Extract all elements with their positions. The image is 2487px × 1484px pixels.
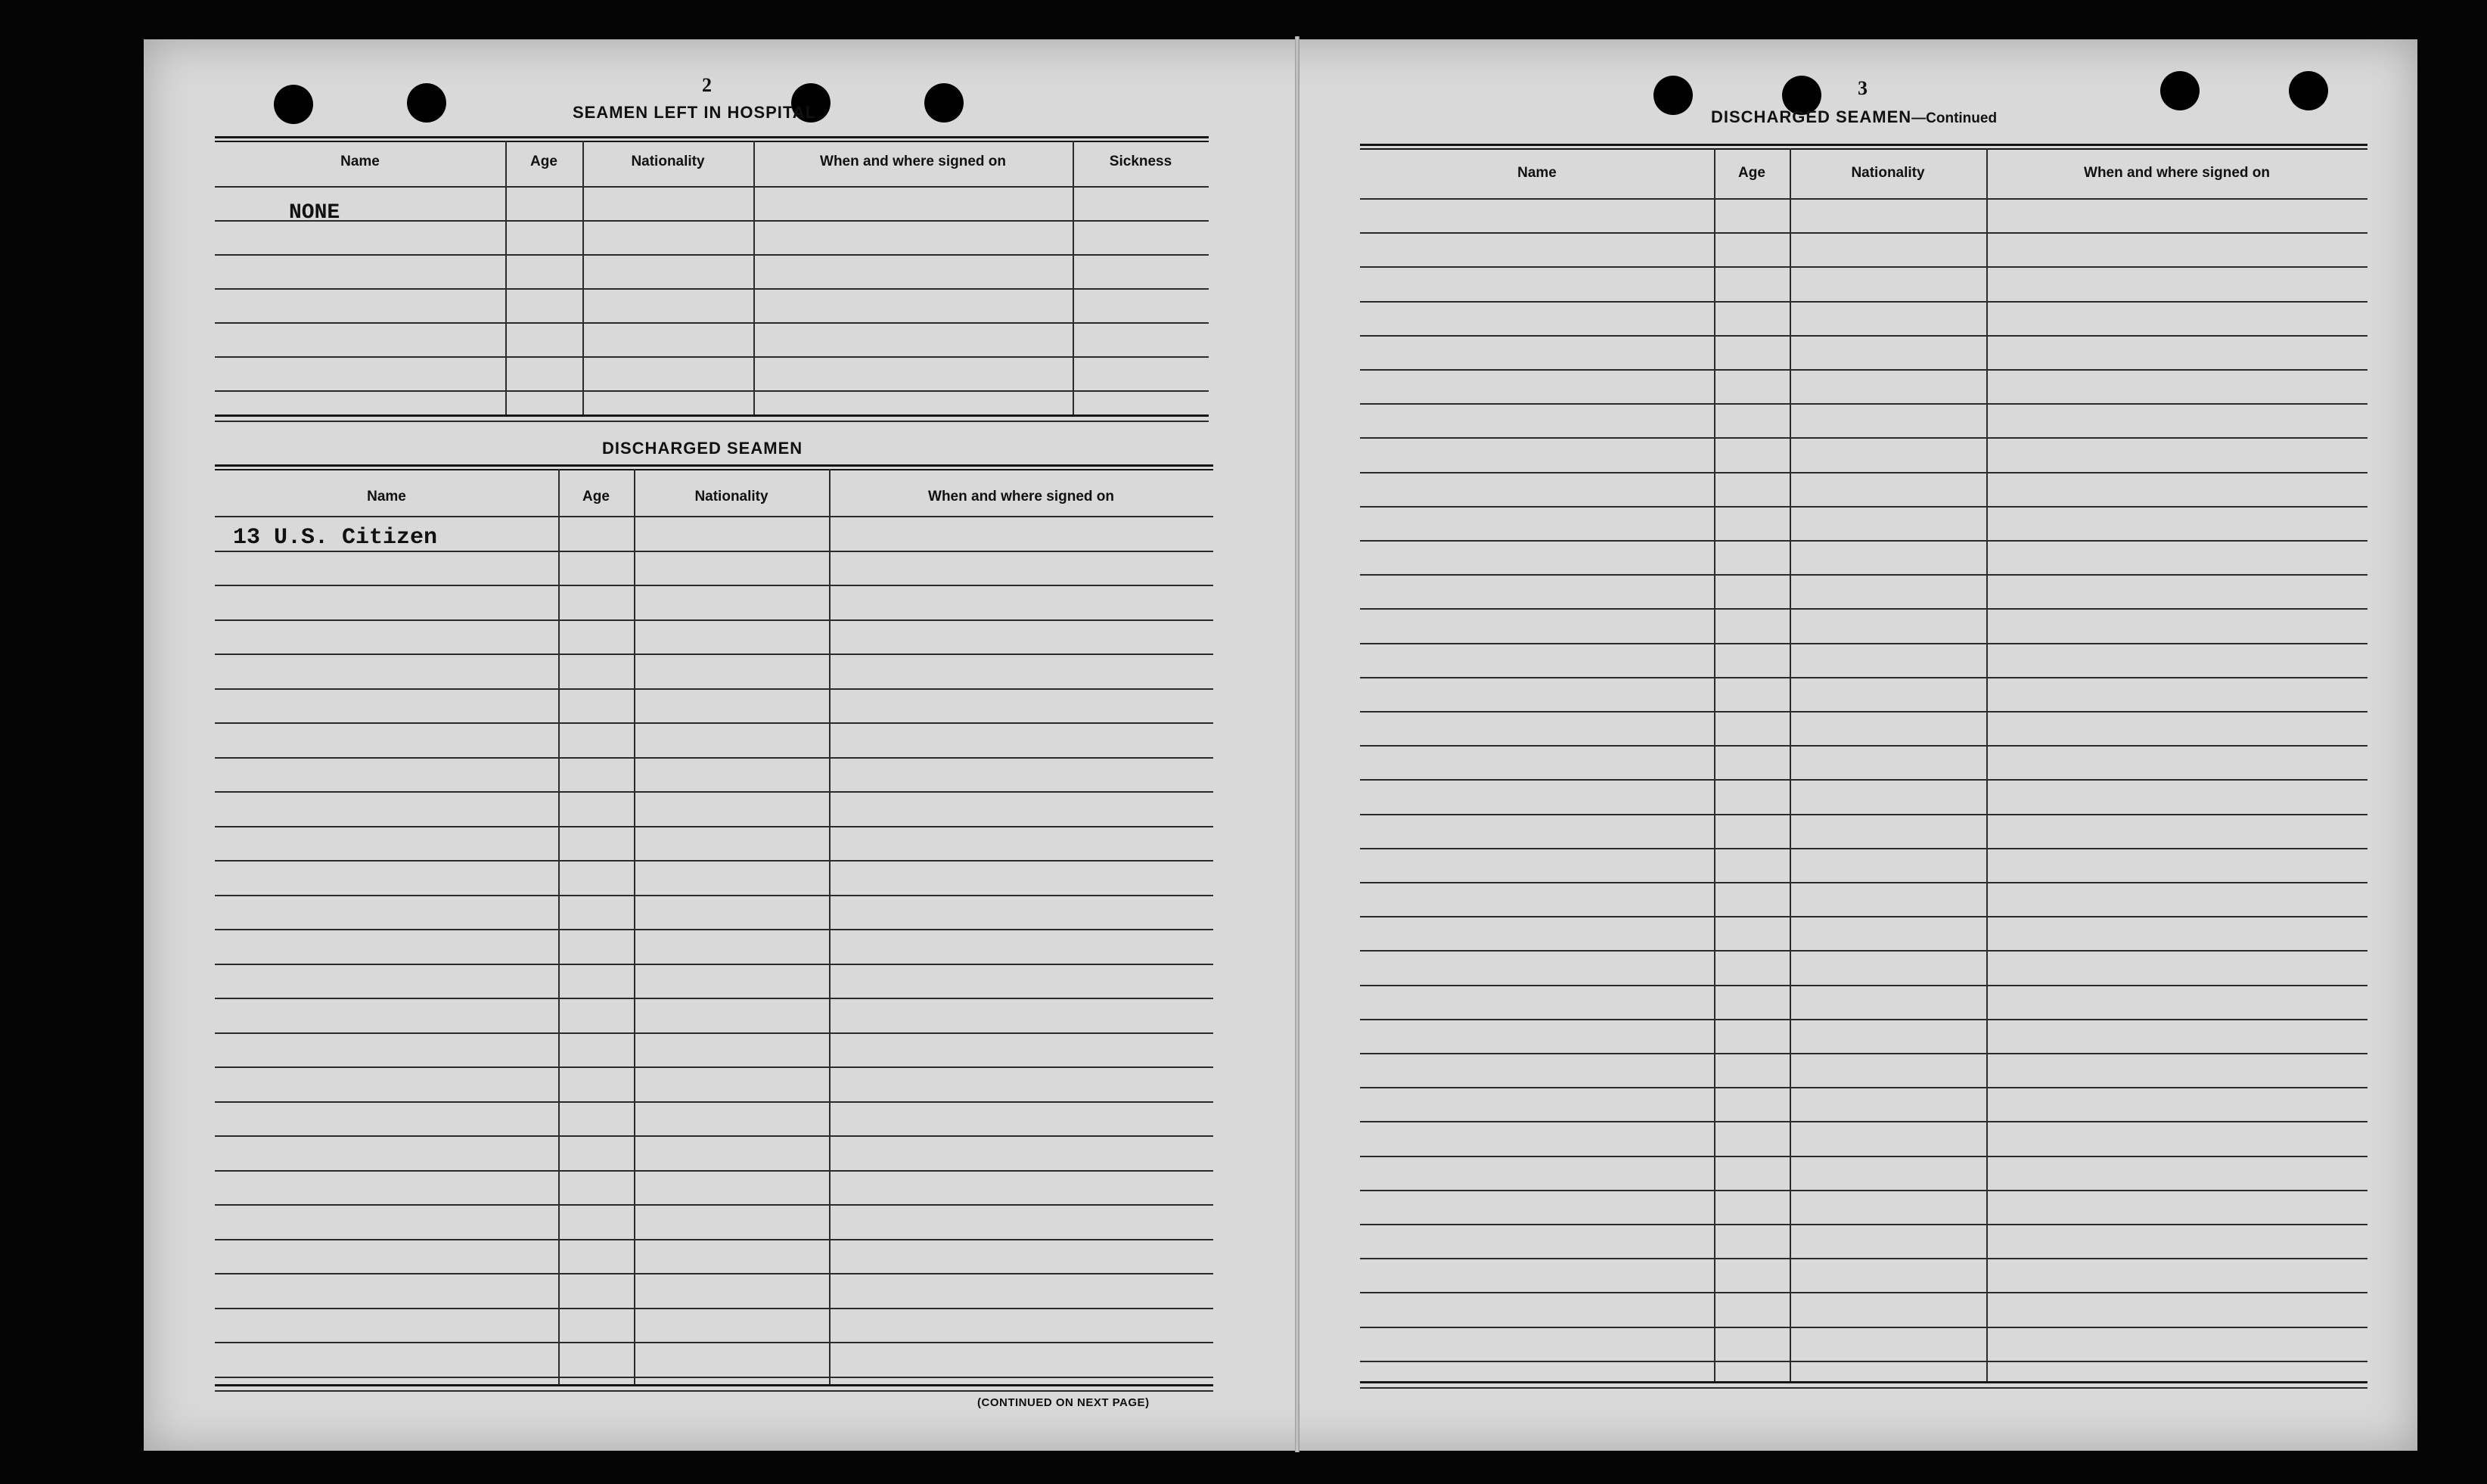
hospital-row-line [215,254,1209,256]
hospital-entry-none: NONE [289,201,340,225]
discharged-row-line [215,1377,1213,1378]
continued-top-rule [1360,144,2367,146]
discharged-row-line [215,1066,1213,1068]
punch-hole [1653,76,1693,115]
continued-row-line [1360,472,2367,473]
discharged-header-when-and-where-signed-on: When and where signed on [928,489,1114,504]
continued-row-line [1360,506,2367,508]
right-section-title-main: DISCHARGED SEAMEN [1711,107,1912,126]
hospital-section-title: SEAMEN LEFT IN HOSPITAL [573,103,817,122]
hospital-header-rule [215,186,1209,188]
discharged-header-nationality: Nationality [694,489,768,504]
discharged-column-divider [829,469,831,1384]
continued-row-line [1360,848,2367,849]
discharged-row-line [215,860,1213,862]
discharged-row-line [215,964,1213,965]
continued-row-line [1360,437,2367,439]
discharged-bottom-rule [215,1390,1213,1392]
punch-hole [924,83,964,123]
discharged-header-rule [215,516,1213,517]
continued-row-line [1360,1327,2367,1328]
discharged-row-line [215,1273,1213,1274]
continued-header-nationality: Nationality [1851,165,1925,181]
right-page-number: 3 [1858,77,1868,99]
hospital-column-divider [582,141,584,414]
continued-row-line [1360,301,2367,303]
discharged-top-rule [215,464,1213,467]
punch-hole [2160,71,2200,110]
page-fold [1295,36,1299,1452]
discharged-row-line [215,757,1213,759]
continued-row-line [1360,1258,2367,1259]
continued-row-line [1360,1156,2367,1157]
continued-row-line [1360,745,2367,747]
discharged-top-rule [215,469,1213,470]
continued-row-line [1360,916,2367,917]
discharged-header-name: Name [367,489,406,504]
hospital-row-line [215,390,1209,392]
left-page-number: 2 [702,74,712,96]
continued-row-line [1360,643,2367,644]
hospital-top-rule [215,136,1209,138]
punch-hole [2289,71,2328,110]
hospital-row-line [215,322,1209,324]
right-section-title [1711,107,1997,127]
continued-row-line [1360,1087,2367,1088]
continued-row-line [1360,1053,2367,1054]
continued-row-line [1360,1224,2367,1225]
continued-row-line [1360,950,2367,952]
punch-hole [407,83,446,123]
continued-note: (CONTINUED ON NEXT PAGE) [977,1396,1150,1409]
discharged-section-title: DISCHARGED SEAMEN [602,439,803,458]
continued-row-line [1360,882,2367,883]
hospital-bottom-rule [215,414,1209,417]
discharged-row-line [215,722,1213,724]
hospital-row-line [215,220,1209,222]
continued-row-line [1360,1361,2367,1362]
continued-row-line [1360,779,2367,781]
hospital-column-divider [1073,141,1074,414]
discharged-row-line [215,1342,1213,1343]
continued-row-line [1360,574,2367,576]
discharged-row-line [215,1135,1213,1137]
continued-column-divider [1714,148,1715,1381]
continued-header-rule [1360,198,2367,200]
hospital-bottom-rule [215,421,1209,422]
continued-row-line [1360,814,2367,815]
discharged-row-line [215,619,1213,621]
continued-row-line [1360,1190,2367,1191]
discharged-bottom-rule [215,1384,1213,1386]
continued-row-line [1360,266,2367,268]
continued-row-line [1360,1121,2367,1122]
hospital-header-age: Age [530,154,557,169]
hospital-header-name: Name [340,154,380,169]
continued-header-age: Age [1738,165,1765,181]
discharged-row-line [215,998,1213,999]
continued-row-line [1360,369,2367,371]
discharged-row-line [215,791,1213,793]
continued-row-line [1360,403,2367,405]
continued-header-name: Name [1517,165,1557,181]
continued-row-line [1360,608,2367,610]
continued-row-line [1360,1292,2367,1293]
continued-column-divider [1986,148,1988,1381]
hospital-column-divider [753,141,755,414]
discharged-row-line [215,895,1213,896]
discharged-row-line [215,1239,1213,1240]
discharged-column-divider [634,469,635,1384]
discharged-row-line [215,826,1213,827]
discharged-row-line [215,654,1213,655]
discharged-row-line [215,688,1213,690]
discharged-row-line [215,1170,1213,1172]
discharged-row-line [215,1032,1213,1034]
continued-row-line [1360,711,2367,713]
hospital-top-rule [215,141,1209,142]
discharged-header-age: Age [582,489,610,504]
hospital-header-when-and-where-signed-on: When and where signed on [820,154,1006,169]
discharged-row-line [215,551,1213,552]
continued-top-rule [1360,148,2367,150]
discharged-row-line [215,929,1213,930]
continued-row-line [1360,985,2367,986]
continued-row-line [1360,335,2367,337]
continued-bottom-rule [1360,1387,2367,1389]
discharged-row-line [215,1101,1213,1103]
hospital-column-divider [505,141,507,414]
hospital-header-sickness: Sickness [1109,154,1172,169]
punch-hole [274,85,313,124]
right-section-title-continued: —Continued [1911,110,1998,126]
continued-row-line [1360,1019,2367,1020]
hospital-row-line [215,356,1209,358]
discharged-row-line [215,1308,1213,1309]
discharged-row-line [215,585,1213,586]
discharged-column-divider [558,469,560,1384]
discharged-entry-citizens: 13 U.S. Citizen [233,525,438,551]
hospital-row-line [215,288,1209,290]
continued-row-line [1360,232,2367,234]
continued-row-line [1360,540,2367,542]
continued-bottom-rule [1360,1381,2367,1383]
discharged-row-line [215,1204,1213,1206]
continued-header-when-and-where-signed-on: When and where signed on [2084,165,2270,181]
continued-column-divider [1790,148,1791,1381]
hospital-header-nationality: Nationality [631,154,705,169]
continued-row-line [1360,677,2367,678]
